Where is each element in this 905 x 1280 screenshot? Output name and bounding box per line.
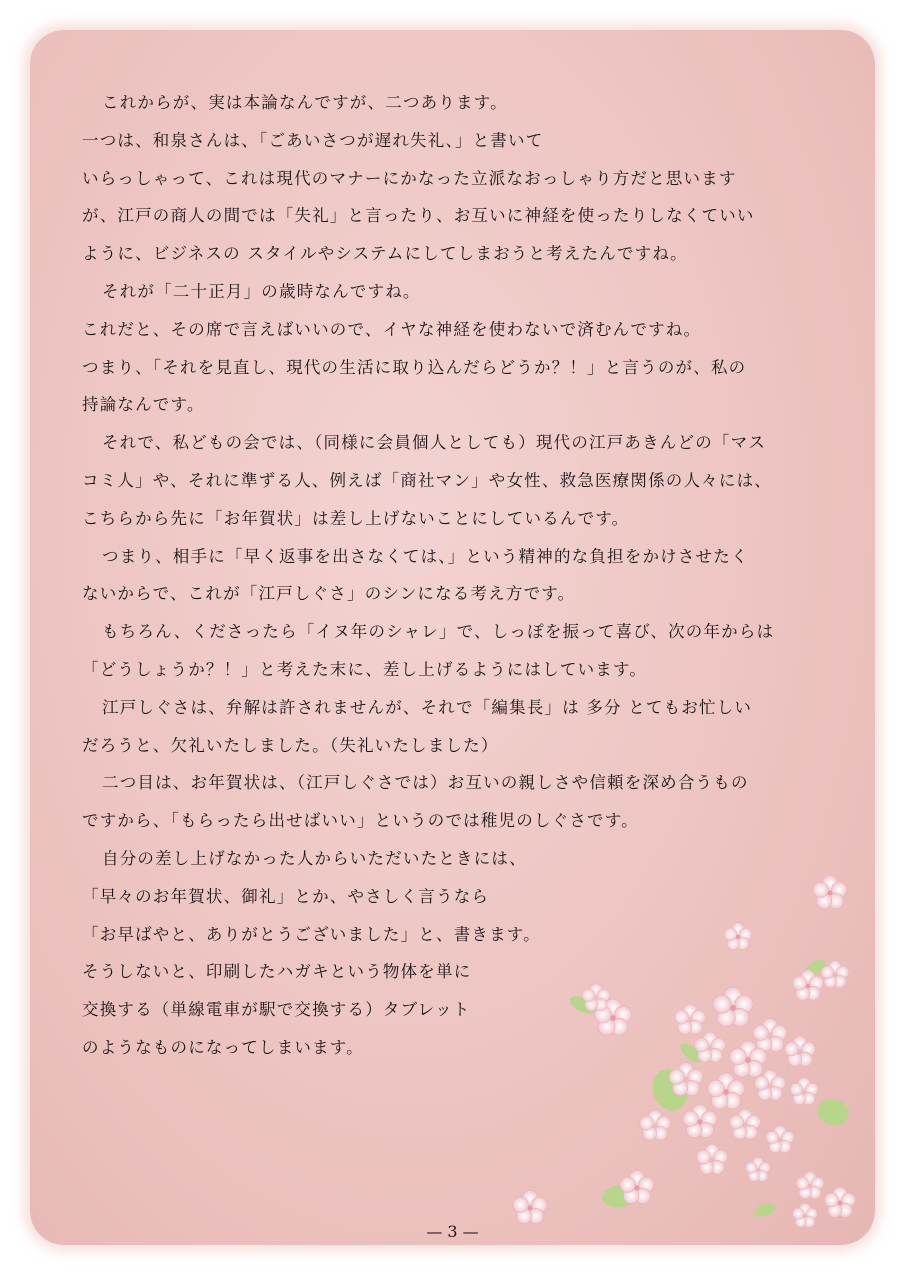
page-number: — 3 — xyxy=(426,1222,479,1241)
text-line: 二つ目は、お年賀状は、（江戸しぐさでは）お互いの親しさや信頼を深め合うもの xyxy=(102,773,749,793)
body-text xyxy=(82,84,842,1067)
text-line: 「早々のお年賀状、御礼」とか、やさしく言うなら xyxy=(82,886,490,906)
text-line: 一つは、和泉さんは、「ごあいさつが遅れ失礼、」と書いて xyxy=(82,130,544,150)
text-line: 交換する（単線電車が駅で交換する）タブレット xyxy=(82,1000,471,1020)
text-line: ように、ビジネスの スタイルやシステムにしてしまおうと考えたんですね。 xyxy=(82,244,688,264)
text-line: だろうと、欠礼いたしました。（失礼いたしました） xyxy=(82,735,499,755)
text-line: コミ人」や、それに準ずる人、例えば「商社マン」や女性、救急医療関係の人々には、 xyxy=(82,470,772,490)
text-line: 自分の差し上げなかった人からいただいたときには、 xyxy=(102,848,527,868)
text-line: それで、私どもの会では、（同様に会員個人としても）現代の江戸あきんどの「マス xyxy=(102,433,767,453)
text-line: 「お早ばやと、ありがとうございました」と、書きます。 xyxy=(82,924,541,944)
text-line: それが「二十正月」の歳時なんですね。 xyxy=(102,281,421,301)
text-line: が、江戸の商人の間では「失礼」と言ったり、お互いに神経を使ったりしなくていい xyxy=(82,206,755,226)
text-line: これからが、実は本論なんですが、二つあります。 xyxy=(102,93,508,112)
text-line: そうしないと、印刷したハガキという物体を単に xyxy=(82,962,472,982)
text-line: 「どうしょうか？！」と考えた末に、差し上げるようにはしています。 xyxy=(82,659,648,679)
text-line: もちろん、くださったら「イヌ年のシャレ」で、しっぽを振って喜び、次の年からは xyxy=(102,622,775,642)
text-line: いらっしゃって、これは現代のマナーにかなった立派なおっしゃり方だと思います xyxy=(82,168,737,188)
text-line: これだと、その席で言えばいいので、イヤな神経を使わないで済むんですね。 xyxy=(82,319,702,339)
text-line: のようなものになってしまいます。 xyxy=(82,1037,364,1057)
text-line: 江戸しぐさは、弁解は許されませんが、それで「編集長」は 多分 とてもお忙しい xyxy=(102,697,753,717)
text-line: つまり、相手に「早く返事を出さなくては、」という精神的な負担をかけさせたく xyxy=(102,546,749,566)
text-line: つまり、「それを見直し、現代の生活に取り込んだらどうか？！」と言うのが、私の xyxy=(82,357,747,377)
text-line: ですから、「もらったら出せばいい」というのでは稚児のしぐさです。 xyxy=(82,811,639,831)
text-line: こちらから先に「お年賀状」は差し上げないことにしているんです。 xyxy=(82,508,630,528)
text-line: ないからで、これが「江戸しぐさ」のシンになる考え方です。 xyxy=(82,584,576,604)
text-line: 持論なんです。 xyxy=(82,395,205,415)
